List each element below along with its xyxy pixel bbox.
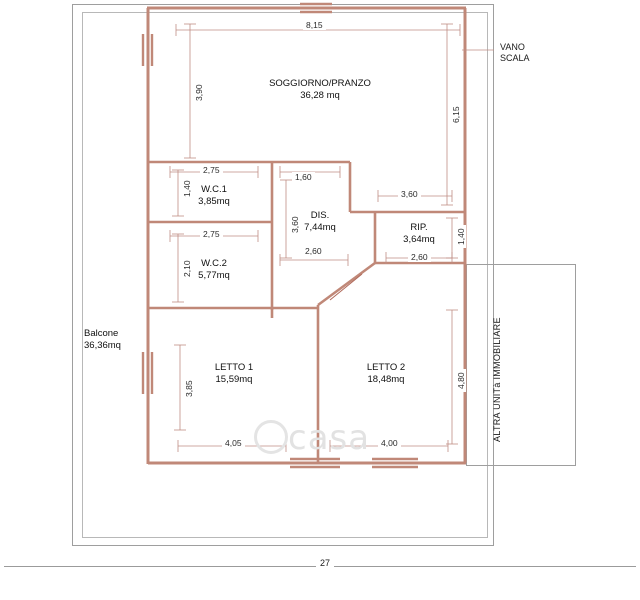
room-name-wc2: W.C.2 — [201, 258, 227, 269]
room-area-dis: 7,44mq — [304, 222, 336, 233]
room-area-wc2: 5,77mq — [198, 270, 230, 281]
room-area-letto1: 15,59mq — [215, 374, 253, 385]
room-area-balcone: 36,36mq — [84, 340, 121, 351]
room-label-rip — [386, 222, 452, 246]
dim-dis-top: 1,60 — [292, 172, 315, 182]
room-label-balcone — [84, 328, 168, 352]
dim-left-soggiorno: 3,90 — [194, 81, 204, 104]
dim-letto2-bottom: 4,00 — [378, 438, 401, 448]
dim-wc2-left: 2,10 — [182, 257, 192, 280]
dim-dis-vertical: 3,60 — [290, 213, 300, 236]
room-name-balcone: Balcone — [84, 328, 119, 339]
room-area-wc1: 3,85mq — [198, 196, 230, 207]
room-area-letto2: 18,48mq — [367, 374, 405, 385]
room-name-soggiorno: SOGGIORNO/PRANZO — [269, 78, 371, 89]
dim-rip-top: 3,60 — [398, 189, 421, 199]
adjacent-unit-boundary — [466, 264, 576, 466]
dim-letto1-left: 3,85 — [184, 377, 194, 400]
bottom-number: 27 — [316, 558, 334, 569]
room-area-soggiorno: 36,28 mq — [300, 90, 340, 101]
altra-unita-text: ALTRA UNITà IMMOBILIARE — [492, 317, 502, 442]
room-label-letto1 — [186, 362, 282, 386]
dim-top-soggiorno: 8,15 — [303, 20, 326, 30]
dim-dis-bottom: 2,60 — [302, 246, 325, 256]
dim-rip-bottom: 2,60 — [408, 252, 431, 262]
room-name-letto1: LETTO 1 — [214, 362, 254, 373]
room-name-letto2: LETTO 2 — [366, 362, 406, 373]
annotation-vano-scala — [500, 42, 530, 64]
room-area-rip: 3,64mq — [403, 234, 435, 245]
dim-rip-right: 1,40 — [456, 225, 466, 248]
room-name-wc1: W.C.1 — [201, 184, 227, 195]
dim-wc1-top: 2,75 — [200, 165, 223, 175]
vano-scala-line1: VANO — [500, 42, 525, 52]
dim-right-soggiorno: 6,15 — [451, 103, 461, 126]
room-name-rip: RIP. — [410, 222, 428, 233]
watermark-circle — [254, 420, 288, 454]
annotation-altra-unita — [492, 317, 503, 442]
room-name-dis: DIS. — [310, 210, 330, 221]
dim-letto2-right: 4,80 — [456, 369, 466, 392]
room-label-soggiorno — [232, 78, 408, 102]
dim-letto1-bottom: 4,05 — [222, 438, 245, 448]
dim-wc1-left: 1,40 — [182, 177, 192, 200]
vano-scala-line2: SCALA — [500, 53, 530, 63]
room-label-letto2 — [338, 362, 434, 386]
watermark-text: casa — [288, 418, 371, 458]
dim-wc2-top: 2,75 — [200, 229, 223, 239]
